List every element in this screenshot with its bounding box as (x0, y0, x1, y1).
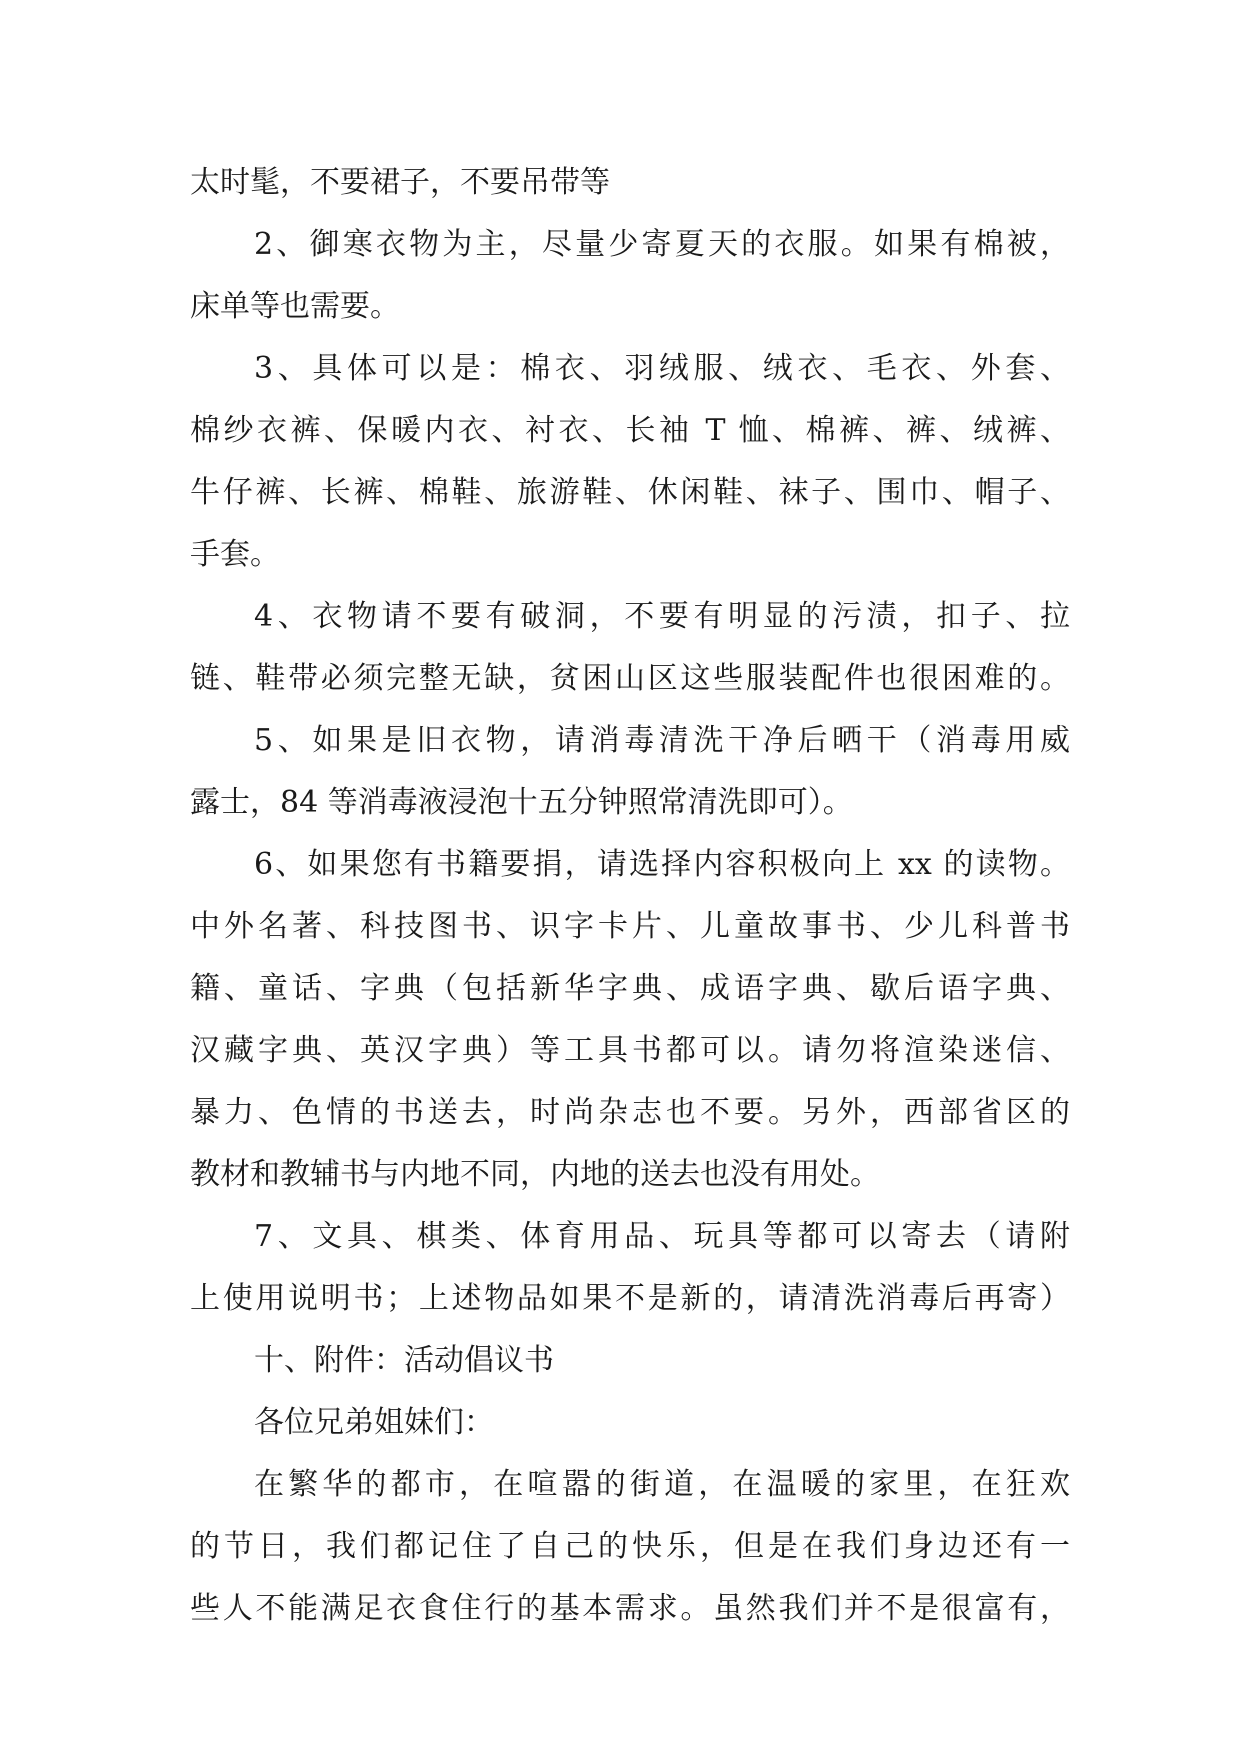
paragraph-line: 中外名著、科技图书、识字卡片、儿童故事书、少儿科普书 (190, 909, 1070, 944)
paragraph-line: 露士，84 等消毒液浸泡十五分钟照常清洗即可）。 (190, 785, 853, 820)
paragraph-line: 链、鞋带必须完整无缺，贫困山区这些服装配件也很困难的。 (190, 661, 1070, 696)
paragraph-line: 汉藏字典、英汉字典）等工具书都可以。请勿将渲染迷信、 (190, 1033, 1070, 1068)
paragraph-line: 7、文具、棋类、体育用品、玩具等都可以寄去（请附 (254, 1219, 1070, 1254)
paragraph-line: 教材和教辅书与内地不同，内地的送去也没有用处。 (190, 1157, 880, 1192)
paragraph-line: 2、御寒衣物为主，尽量少寄夏天的衣服。如果有棉被， (254, 227, 1070, 262)
paragraph-line: 暴力、色情的书送去，时尚杂志也不要。另外，西部省区的 (190, 1095, 1070, 1130)
paragraph-line: 手套。 (190, 537, 280, 572)
section-heading: 十、附件：活动倡议书 (254, 1343, 554, 1378)
paragraph-line: 5、如果是旧衣物，请消毒清洗干净后晒干（消毒用威 (254, 723, 1070, 758)
paragraph-line: 6、如果您有书籍要捐，请选择内容积极向上 xx 的读物。 (254, 847, 1070, 882)
paragraph-line: 4、衣物请不要有破洞，不要有明显的污渍，扣子、拉 (254, 599, 1070, 634)
paragraph-line: 太时髦，不要裙子，不要吊带等 (190, 165, 610, 200)
paragraph-line: 牛仔裤、长裤、棉鞋、旅游鞋、休闲鞋、袜子、围巾、帽子、 (190, 475, 1070, 510)
paragraph-line: 3、具体可以是：棉衣、羽绒服、绒衣、毛衣、外套、 (254, 351, 1070, 386)
paragraph-line: 些人不能满足衣食住行的基本需求。虽然我们并不是很富有， (190, 1591, 1070, 1626)
document-body (190, 152, 1070, 1640)
salutation: 各位兄弟姐妹们： (254, 1405, 494, 1440)
paragraph-line: 棉纱衣裤、保暖内衣、衬衣、长袖 T 恤、棉裤、裤、绒裤、 (190, 413, 1070, 448)
paragraph-line: 在繁华的都市，在喧嚣的街道，在温暖的家里，在狂欢 (254, 1467, 1070, 1502)
paragraph-line: 籍、童话、字典（包括新华字典、成语字典、歇后语字典、 (190, 971, 1070, 1006)
paragraph-line: 的节日，我们都记住了自己的快乐，但是在我们身边还有一 (190, 1529, 1070, 1564)
paragraph-line: 床单等也需要。 (190, 289, 400, 324)
paragraph-line: 上使用说明书；上述物品如果不是新的，请清洗消毒后再寄） (190, 1281, 1070, 1316)
